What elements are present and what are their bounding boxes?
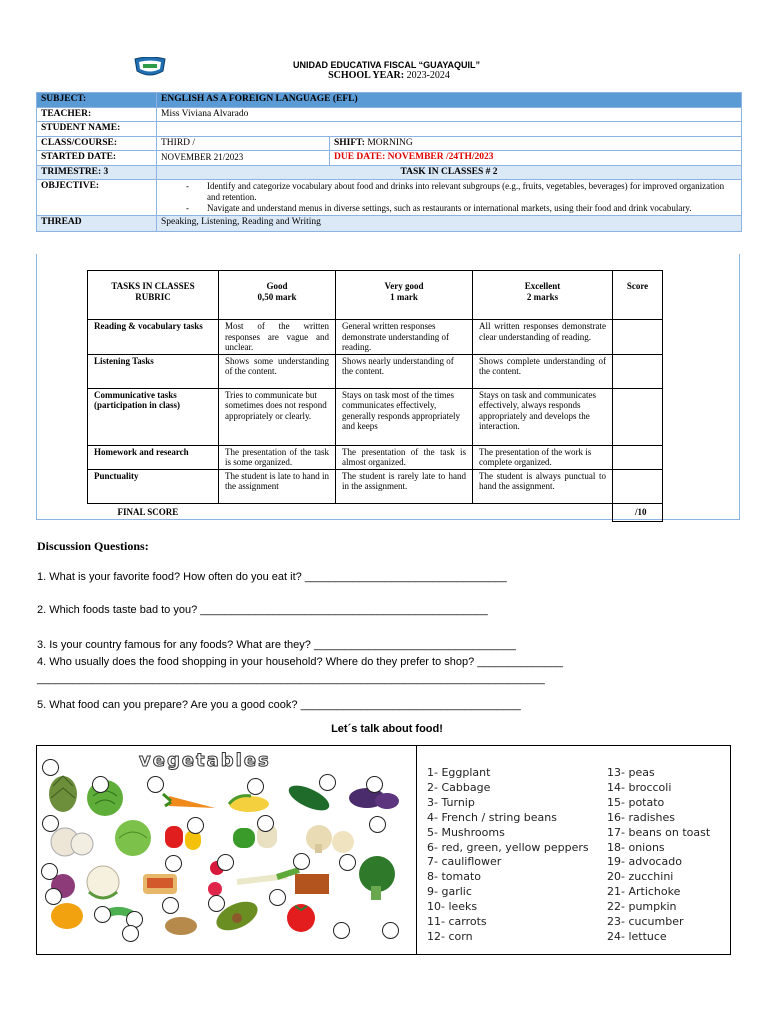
beans-icon xyxy=(295,874,329,894)
answer-circle[interactable] xyxy=(45,888,62,905)
teacher-value: Miss Viviana Alvarado xyxy=(157,107,742,122)
list-divider xyxy=(416,746,417,955)
rubric-excellent: Shows complete understanding of the content. xyxy=(473,354,613,388)
vegetable-item: 23- cucumber xyxy=(607,915,684,929)
vegetable-item: 11- carrots xyxy=(427,915,487,929)
rubric-good: Shows some understanding of the content. xyxy=(219,354,336,388)
school-name: UNIDAD EDUCATIVA FISCAL “GUAYAQUIL” xyxy=(292,60,480,70)
school-year-value: 2023-2024 xyxy=(406,70,450,81)
question-4[interactable]: 4. Who usually does the food shopping in your household? Where do they prefer to shop? ______________ xyxy=(37,656,563,668)
question-5[interactable]: 5. What food can you prepare? Are you a good cook? ____________________________________ xyxy=(37,699,521,711)
thread-value: Speaking, Listening, Reading and Writing xyxy=(157,216,742,232)
rubric-very-good: General written responses demonstrate understanding of reading. xyxy=(336,320,473,355)
answer-circle[interactable] xyxy=(122,925,139,942)
rubric-row xyxy=(88,445,663,469)
vegetable-item: 24- lettuce xyxy=(607,929,667,943)
teacher-row xyxy=(37,107,742,122)
corn-icon xyxy=(229,796,269,812)
objective-item: - Navigate and understand menus in diverse settings, such as restaurants or international markets, using their food and drink vocabulary. xyxy=(207,203,737,214)
thread-row xyxy=(37,216,742,232)
objective-value xyxy=(157,180,742,216)
question-1[interactable]: 1. What is your favorite food? How often do you eat it? _________________________________ xyxy=(37,571,507,583)
vegetable-item: 3- Turnip xyxy=(427,795,475,809)
answer-circle[interactable] xyxy=(247,778,264,795)
due-date: DUE DATE: NOVEMBER /24TH/2023 xyxy=(330,151,742,166)
rubric-score-field[interactable] xyxy=(613,320,663,355)
student-name-field[interactable] xyxy=(157,122,742,137)
vegetable-item: 17- beans on toast xyxy=(607,825,711,839)
vegetable-item: 4- French / string beans xyxy=(427,810,557,824)
leek-icon xyxy=(237,870,299,882)
rubric-table xyxy=(87,270,663,522)
answer-circle[interactable] xyxy=(187,817,204,834)
rubric-excellent: Stays on task and communicates effectively, always responds appropriately and develops the interaction. xyxy=(473,388,613,445)
rubric-row xyxy=(88,354,663,388)
question-4-answer-line[interactable]: ___________________________________________________________________________________ xyxy=(37,673,545,685)
vegetable-item: 6- red, green, yellow peppers xyxy=(427,840,589,854)
answer-circle[interactable] xyxy=(339,854,356,871)
rubric-header-very-good: Very good 1 mark xyxy=(336,271,473,320)
teacher-label: TEACHER: xyxy=(37,107,157,122)
school-year xyxy=(0,70,768,81)
answer-circle[interactable] xyxy=(162,897,179,914)
rubric-task: Homework and research xyxy=(88,445,219,469)
broccoli-icon xyxy=(359,856,395,900)
rubric-score-field[interactable] xyxy=(613,469,663,503)
vegetable-item: 10- leeks xyxy=(427,900,478,914)
vegetable-item: 16- radishes xyxy=(607,810,675,824)
dates-row xyxy=(37,151,742,166)
vegetable-item: 14- broccoli xyxy=(607,780,672,794)
question-2[interactable]: 2. Which foods taste bad to you? _______________________________________________ xyxy=(37,604,488,616)
vegetables-worksheet xyxy=(36,745,731,955)
vegetable-item: 7- cauliflower xyxy=(427,855,502,869)
rubric-good: The presentation of the task is some organized. xyxy=(219,445,336,469)
rubric-score-field[interactable] xyxy=(613,354,663,388)
subject-value: ENGLISH AS A FOREIGN LANGUAGE (EFL) xyxy=(157,93,742,108)
vegetable-list-right xyxy=(607,766,710,945)
rubric-very-good: Shows nearly understanding of the content. xyxy=(336,354,473,388)
rubric-very-good: The student is rarely late to hand in the assignment. xyxy=(336,469,473,503)
class-value: THIRD / xyxy=(157,136,330,151)
rubric-header-excellent: Excellent 2 marks xyxy=(473,271,613,320)
rubric-header-task: TASKS IN CLASSES RUBRIC xyxy=(88,271,219,320)
cauliflower-icon xyxy=(87,866,119,898)
rubric-good: Most of the written responses are vague and unclear. xyxy=(219,320,336,355)
talk-title: Let´s talk about food! xyxy=(331,723,443,735)
answer-circle[interactable] xyxy=(208,895,225,912)
pumpkin-icon xyxy=(51,903,83,929)
course-info-table xyxy=(36,92,742,232)
school-year-label: SCHOOL YEAR: xyxy=(328,70,405,81)
vegetable-item: 1- Eggplant xyxy=(427,766,491,779)
rubric-header-score: Score xyxy=(613,271,663,320)
rubric-very-good: Stays on task most of the times communicates effectively, generally responds appropriately and keeps xyxy=(336,388,473,445)
answer-circle[interactable] xyxy=(42,759,59,776)
potato-icon xyxy=(165,917,197,935)
rubric-task: Punctuality xyxy=(88,469,219,503)
rubric-task: Reading & vocabulary tasks xyxy=(88,320,219,355)
rubric-score-field[interactable] xyxy=(613,445,663,469)
rubric-header-good: Good 0,50 mark xyxy=(219,271,336,320)
answer-circle[interactable] xyxy=(382,922,399,939)
vegetable-item: 21- Artichoke xyxy=(607,885,681,899)
vegetable-item: 19- advocado xyxy=(607,855,682,869)
task-label: TASK IN CLASSES # 2 xyxy=(157,165,742,180)
rubric-excellent: The student is always punctual to hand the assignment. xyxy=(473,469,613,503)
trimester-row xyxy=(37,165,742,180)
answer-circle[interactable] xyxy=(257,815,274,832)
objective-label: OBJECTIVE: xyxy=(37,180,157,216)
discussion-title: Discussion Questions: xyxy=(37,539,149,553)
answer-circle[interactable] xyxy=(42,815,59,832)
mushroom-icon xyxy=(306,825,354,853)
vegetable-item: 13- peas xyxy=(607,766,655,779)
rubric-task: Listening Tasks xyxy=(88,354,219,388)
answer-circle[interactable] xyxy=(293,853,310,870)
rubric-very-good: The presentation of the task is almost organized. xyxy=(336,445,473,469)
vegetable-list-left xyxy=(427,766,589,945)
carrot-icon xyxy=(163,794,215,808)
rubric-row xyxy=(88,469,663,503)
answer-circle[interactable] xyxy=(92,776,109,793)
rubric-excellent: The presentation of the work is complete organized. xyxy=(473,445,613,469)
started-label: STARTED DATE: xyxy=(37,151,157,166)
started-value: NOVEMBER 21/2023 xyxy=(157,151,330,166)
final-score-label: FINAL SCORE xyxy=(88,503,613,521)
artichoke-icon xyxy=(49,776,77,812)
rubric-good: The student is late to hand in the assignment xyxy=(219,469,336,503)
answer-circle[interactable] xyxy=(319,774,336,791)
lettuce-icon xyxy=(115,820,151,856)
rubric-good: Tries to communicate but sometimes does not respond appropriately or clearly. xyxy=(219,388,336,445)
vegetable-item: 12- corn xyxy=(427,929,473,943)
rubric-task: Communicative tasks (participation in class) xyxy=(88,388,219,445)
answer-circle[interactable] xyxy=(217,854,234,871)
rubric-excellent: All written responses demonstrate clear understanding of reading. xyxy=(473,320,613,355)
final-score-row xyxy=(88,503,663,521)
vegetable-item: 9- garlic xyxy=(427,885,472,899)
answer-circle[interactable] xyxy=(147,776,164,793)
vegetable-item: 22- pumpkin xyxy=(607,900,677,914)
vegetable-item: 15- potato xyxy=(607,795,665,809)
vegetable-item: 8- tomato xyxy=(427,870,482,884)
vegetable-item: 5- Mushrooms xyxy=(427,825,505,839)
objective-item: - Identify and categorize vocabulary about food and drinks into relevant subgroups (e.g., fruits, vegetables, beverages) for improved organization and retention. xyxy=(207,181,737,203)
vegetable-item: 18- onions xyxy=(607,840,665,854)
trimester-label: TRIMESTRE: 3 xyxy=(37,165,157,180)
rubric-score-field[interactable] xyxy=(613,388,663,445)
final-score-value[interactable]: /10 xyxy=(613,503,663,521)
answer-circle[interactable] xyxy=(165,855,182,872)
answer-circle[interactable] xyxy=(94,906,111,923)
student-row xyxy=(37,122,742,137)
vegetables-title: vegetables xyxy=(139,750,271,771)
vegetable-item: 2- Cabbage xyxy=(427,780,491,794)
answer-circle[interactable] xyxy=(369,816,386,833)
garlic-icon xyxy=(51,828,93,856)
subject-label: SUBJECT: xyxy=(37,93,157,108)
answer-circle[interactable] xyxy=(333,922,350,939)
student-label: STUDENT NAME: xyxy=(37,122,157,137)
class-label: CLASS/COURSE: xyxy=(37,136,157,151)
shift-cell: SHIFT: MORNING xyxy=(330,136,742,151)
thread-label: THREAD xyxy=(37,216,157,232)
rubric-row xyxy=(88,388,663,445)
subject-row xyxy=(37,93,742,108)
objective-row xyxy=(37,180,742,216)
answer-circle[interactable] xyxy=(366,776,383,793)
vegetable-item: 20- zucchini xyxy=(607,870,674,884)
question-3[interactable]: 3. Is your country famous for any foods? What are they? _________________________________ xyxy=(37,639,516,651)
answer-circle[interactable] xyxy=(41,863,58,880)
rubric-header-row xyxy=(88,271,663,320)
rubric-row xyxy=(88,320,663,355)
tomato-icon xyxy=(287,904,315,932)
class-row xyxy=(37,136,742,151)
answer-circle[interactable] xyxy=(269,889,286,906)
beans-on-toast-icon xyxy=(143,874,177,894)
